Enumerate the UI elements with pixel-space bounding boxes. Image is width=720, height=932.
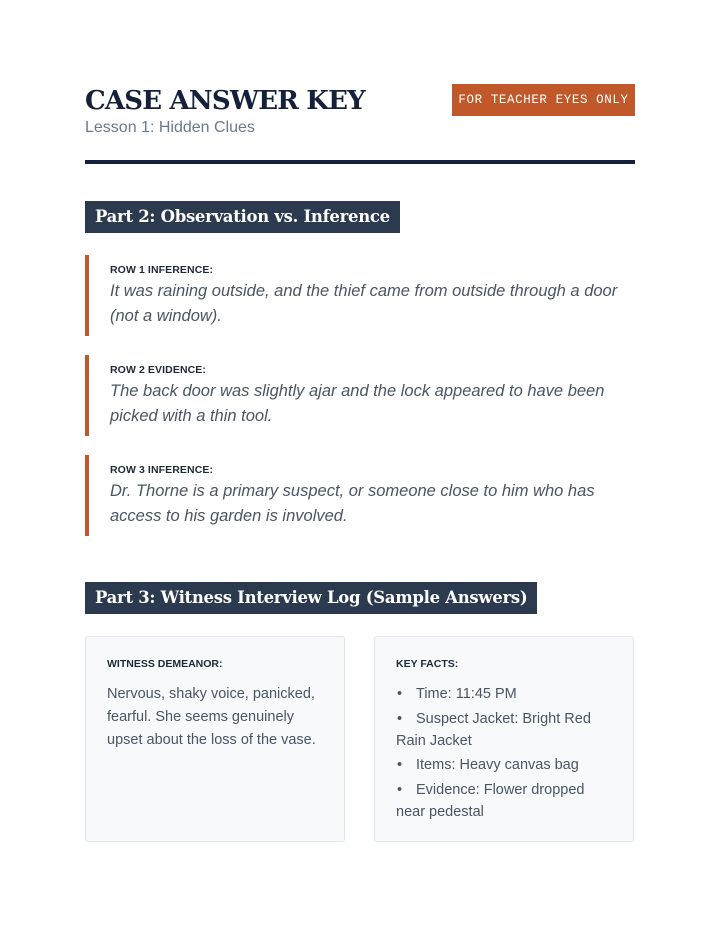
document-header — [85, 84, 635, 164]
page-subtitle: Lesson 1: Hidden Clues — [85, 119, 255, 136]
part3-heading: Part 3: Witness Interview Log (Sample Answers) — [85, 582, 537, 614]
answer-row-2 — [85, 355, 635, 436]
list-item — [396, 754, 612, 776]
fact-text: Time: 11:45 PM — [416, 686, 517, 702]
teacher-only-badge: FOR TEACHER EYES ONLY — [452, 84, 635, 116]
answer-row-1 — [85, 255, 635, 336]
bullet-icon: • — [397, 710, 403, 727]
key-facts-card — [374, 636, 634, 842]
interview-log-cards — [85, 636, 635, 842]
part3-section — [85, 582, 635, 820]
header-divider — [85, 160, 635, 164]
answer-text: It was raining outside, and the thief came from outside through a door (not a window). — [110, 282, 618, 325]
list-item — [396, 708, 612, 752]
answer-label: ROW 3 INFERENCE: — [110, 464, 214, 476]
answer-row-3 — [85, 455, 635, 536]
fact-text: Suspect Jacket: Bright Red Rain Jacket — [396, 710, 591, 749]
part2-heading: Part 2: Observation vs. Inference — [85, 201, 400, 233]
card-label: KEY FACTS: — [396, 658, 459, 670]
list-item — [396, 683, 612, 705]
answer-label: ROW 2 EVIDENCE: — [110, 364, 207, 376]
page-title: CASE ANSWER KEY — [85, 86, 365, 116]
bullet-icon: • — [397, 757, 403, 773]
demeanor-text: Nervous, shaky voice, panicked, fearful. She seems genuinely upset about the loss of the vase. — [107, 686, 316, 748]
part2-section — [85, 201, 635, 555]
answer-text: The back door was slightly ajar and the lock appeared to have been picked with a thin tool. — [110, 382, 605, 425]
answer-key-page — [85, 84, 635, 820]
fact-text: Evidence: Flower dropped near pedestal — [396, 781, 585, 820]
key-facts-list — [396, 683, 612, 823]
answer-text: Dr. Thorne is a primary suspect, or someone close to him who has access to his garden is involved. — [110, 482, 595, 525]
card-label: WITNESS DEMEANOR: — [107, 658, 223, 670]
answer-label: ROW 1 INFERENCE: — [110, 264, 214, 276]
bullet-icon: • — [397, 686, 403, 702]
witness-demeanor-card — [85, 636, 345, 842]
list-item — [396, 779, 612, 823]
bullet-icon: • — [397, 781, 403, 798]
fact-text: Items: Heavy canvas bag — [416, 757, 579, 773]
